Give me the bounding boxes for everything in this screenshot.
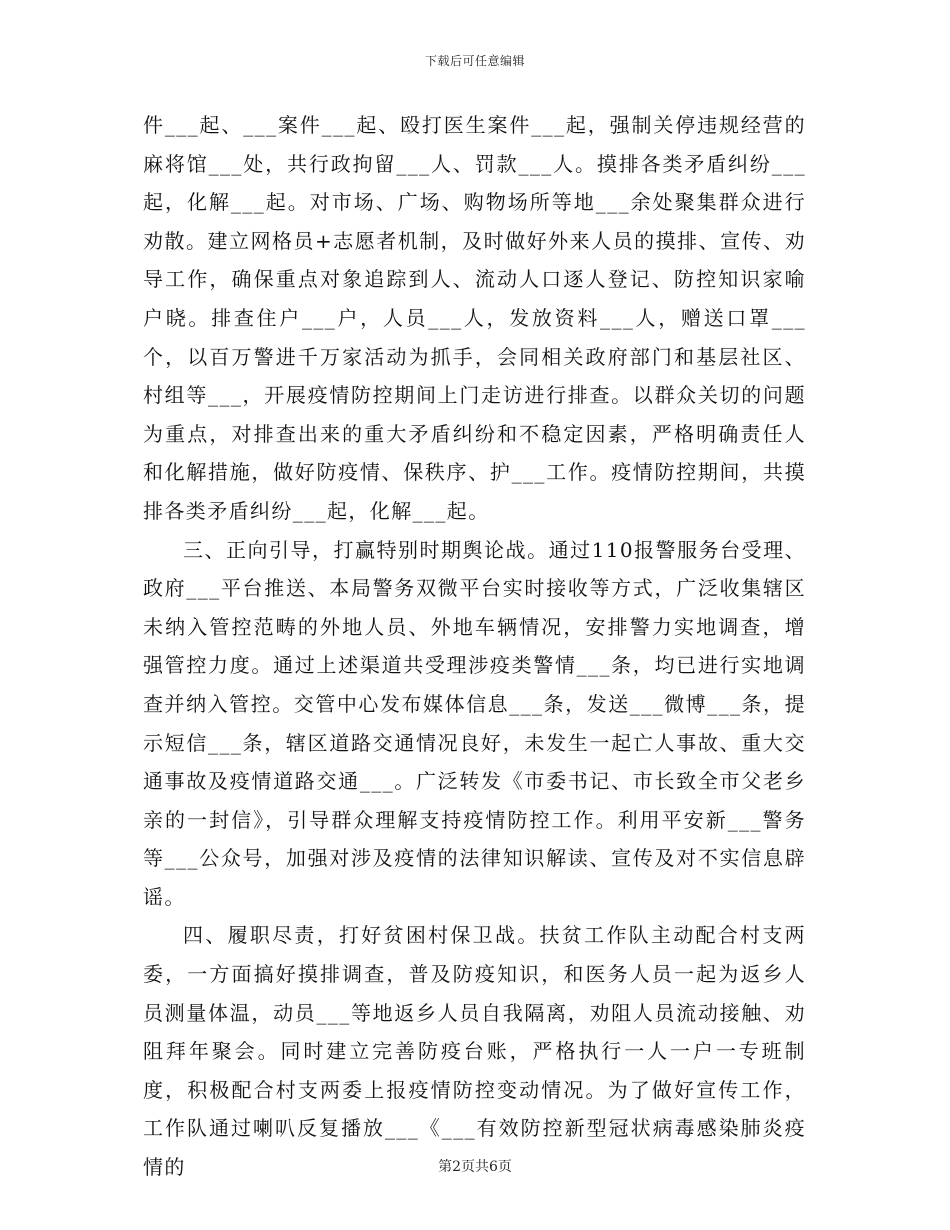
document-body [143, 106, 806, 1187]
page-header: 下载后可任意编辑 [424, 54, 525, 68]
page-footer: 第2页共6页 [438, 1159, 512, 1175]
paragraph: 三、正向引导，打赢特别时期舆论战。通过110报警服务台受理、政府___平台推送、本局警务双微平台实时接收等方式，广泛收集辖区未纳入管控范畴的外地人员、外地车辆情况，安排警力实地调查，增强管控力度。通过上述渠道共受理涉疫类警情___条，均已进行实地调查并纳入管控。交管中心发布媒体信息___条，发送___微博___条，提示短信___条，辖区道路交通情况良好，未发生一起亡人事故、重大交通事故及疫情道路交通___。广泛转发《市委书记、市长致全市父老乡亲的一封信》，引导群众理解支持疫情防控工作。利用平安新___警务等___公众号，加强对涉及疫情的法律知识解读、宣传及对不实信息辟谣。 [143, 537, 806, 909]
paragraph: 件___起、___案件___起、殴打医生案件___起，强制关停违规经营的麻将馆___处，共行政拘留___人、罚款___人。摸排各类矛盾纠纷___起，化解___起。对市场、广场、购物场所等地___余处聚集群众进行劝散。建立网格员+志愿者机制，及时做好外来人员的摸排、宣传、劝导工作，确保重点对象追踪到人、流动人口逐人登记、防控知识家喻户晓。排查住户___户，人员___人，发放资料___人，赠送口罩___个，以百万警进千万家活动为抓手，会同相关政府部门和基层社区、村组等___，开展疫情防控期间上门走访进行排查。以群众关切的问题为重点，对排查出来的重大矛盾纠纷和不稳定因素，严格明确责任人和化解措施，做好防疫情、保秩序、护___工作。疫情防控期间，共摸排各类矛盾纠纷___起，化解___起。 [143, 113, 806, 523]
paragraph: 四、履职尽责，打好贫困村保卫战。扶贫工作队主动配合村支两委，一方面搞好摸排调查，普及防疫知识，和医务人员一起为返乡人员测量体温，动员___等地返乡人员自我隔离，劝阻人员流动接触、劝阻拜年聚会。同时建立完善防疫台账，严格执行一人一户一专班制度，积极配合村支两委上报疫情防控变动情况。为了做好宣传工作，工作队通过喇叭反复播放___《___有效防控新型冠状病毒感染肺炎疫情的 [143, 923, 806, 1180]
